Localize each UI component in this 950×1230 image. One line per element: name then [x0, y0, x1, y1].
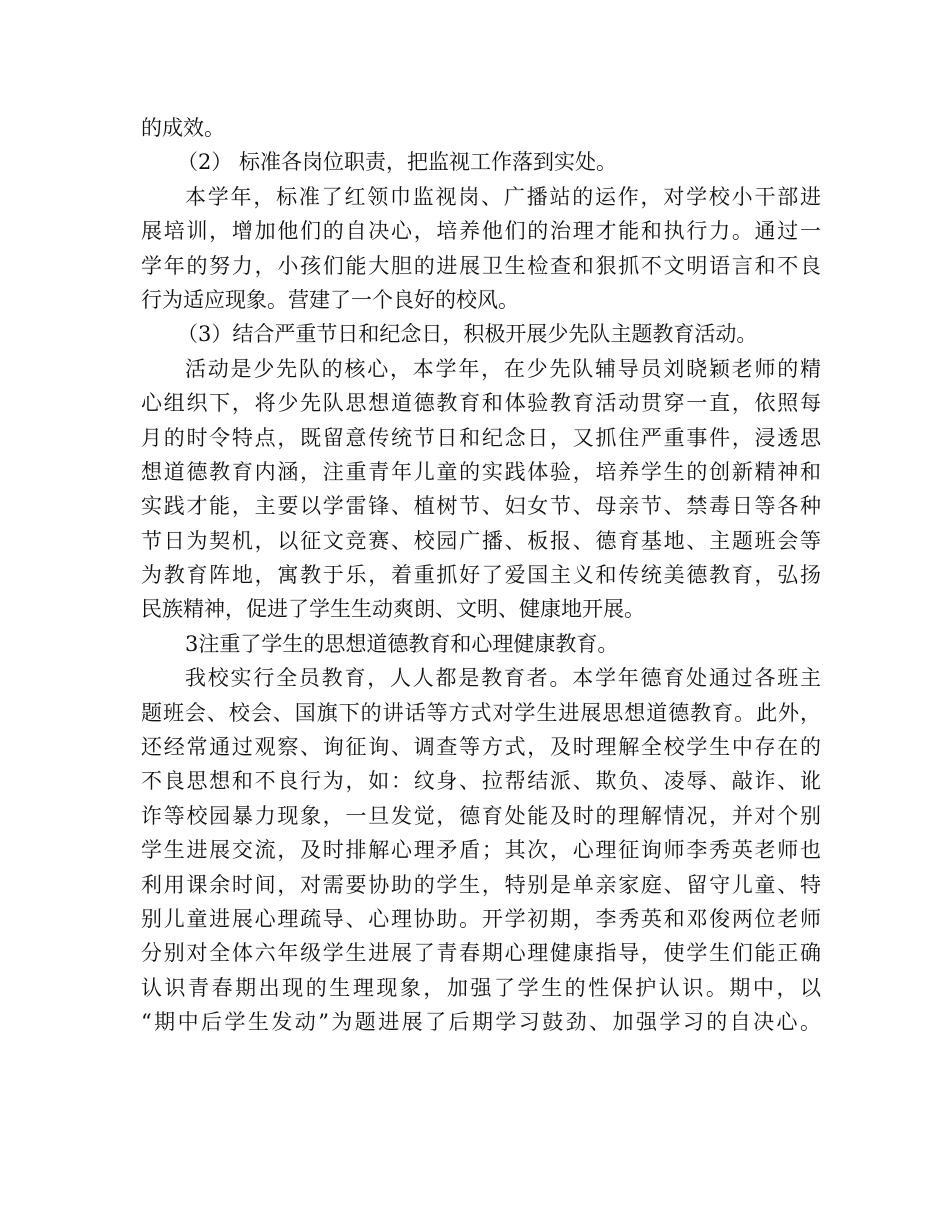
paragraph-line: 利用课余时间，对需要协助的学生，特别是单亲家庭、留守儿童、特 — [141, 872, 821, 897]
paragraph-line: 学生进展交流，及时排解心理矛盾；其次，心理征询师李秀英老师也 — [141, 838, 821, 863]
paragraph-line: 展培训，增加他们的自决心，培养他们的治理才能和执行力。通过一 — [141, 219, 821, 244]
paragraph-line: 认识青春期出现的生理现象，加强了学生的性保护认识。期中，以 — [141, 975, 821, 1000]
section-heading: 3注重了学生的思想道德教育和心理健康教育。 — [185, 631, 619, 656]
paragraph-line: 分别对全体六年级学生进展了青春期心理健康指导，使学生们能正确 — [141, 941, 821, 966]
paragraph-line: 本学年，标准了红领巾监视岗、广播站的运作，对学校小干部进 — [185, 184, 821, 209]
document-body — [141, 111, 821, 1040]
paragraph-line: 还经常通过观察、询征询、调查等方式，及时理解全校学生中存在的 — [141, 735, 821, 760]
paragraph-line: 民族精神，促进了学生生动爽朗、文明、健康地开展。 — [141, 597, 645, 622]
section-heading: （2） 标准各岗位职责，把监视工作落到实处。 — [177, 150, 618, 175]
paragraph-line: 不良思想和不良行为，如：纹身、拉帮结派、欺负、凌辱、敲诈、讹 — [141, 769, 821, 794]
paragraph-line: 为教育阵地，寓教于乐，着重抓好了爱国主义和传统美德教育，弘扬 — [141, 563, 821, 588]
paragraph-line: 别儿童进展心理疏导、心理协助。开学初期，李秀英和邓俊两位老师 — [141, 906, 821, 931]
paragraph-line: 学年的努力，小孩们能大胆的进展卫生检查和狠抓不文明语言和不良 — [141, 253, 821, 278]
section-heading: （3）结合严重节日和纪念日，积极开展少先队主题教育活动。 — [177, 322, 758, 347]
paragraph-line: 活动是少先队的核心，本学年，在少先队辅导员刘晓颖老师的精 — [185, 356, 821, 381]
paragraph-line: 我校实行全员教育，人人都是教育者。本学年德育处通过各班主 — [185, 666, 821, 691]
paragraph-line: “期中后学生发动”为题进展了后期学习鼓劲、加强学习的自决心。 — [141, 1010, 821, 1035]
paragraph-line: 诈等校园暴力现象，一旦发觉，德育处能及时的理解情况，并对个别 — [141, 803, 821, 828]
paragraph-line: 行为适应现象。营建了一个良好的校风。 — [141, 287, 519, 312]
paragraph-line: 的成效。 — [141, 116, 225, 140]
paragraph-line: 题班会、校会、国旗下的讲话等方式对学生进展思想道德教育。此外， — [141, 700, 821, 725]
paragraph-line: 实践才能，主要以学雷锋、植树节、妇女节、母亲节、禁毒日等各种 — [141, 494, 821, 519]
paragraph-line: 节日为契机，以征文竞赛、校园广播、板报、德育基地、主题班会等 — [141, 528, 821, 553]
paragraph-line: 想道德教育内涵，注重青年儿童的实践体验，培养学生的创新精神和 — [141, 459, 821, 484]
paragraph-line: 心组织下，将少先队思想道德教育和体验教育活动贯穿一直，依照每 — [141, 391, 821, 416]
paragraph-line: 月的时令特点，既留意传统节日和纪念日，又抓住严重事件，浸透思 — [141, 425, 821, 450]
